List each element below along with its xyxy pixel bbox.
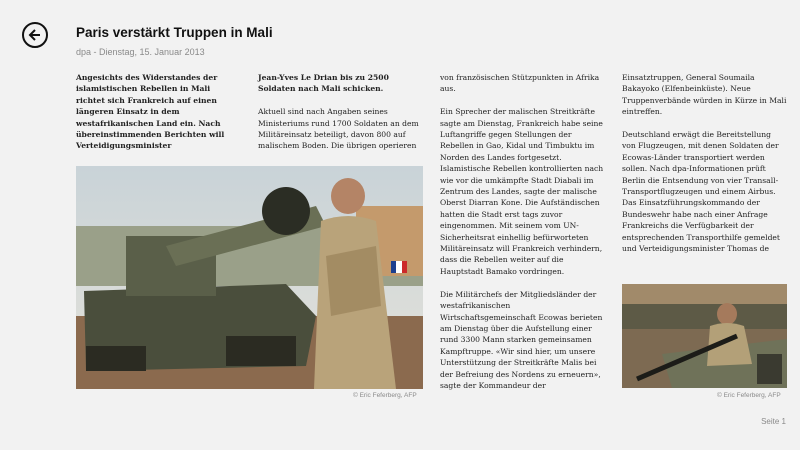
article-column-3: [440, 72, 605, 403]
article-photo-machine-gun[interactable]: [622, 284, 787, 388]
lead-paragraph: Angesichts des Widerstandes der islamistischen Rebellen in Mali richtet sich Frankreich auf einen längeren Einsatz in dem westafrikanischen Land ein. Nach übereinstimmenden Berichten will Verteidigungsminister: [76, 73, 225, 151]
article-column-1: [76, 72, 241, 163]
article-title: Paris verstärkt Truppen in Mali: [76, 25, 273, 40]
article-column-4: [622, 72, 787, 266]
article-meta: dpa - Dienstag, 15. Januar 2013: [76, 47, 205, 57]
photo-credit: © Eric Feferberg, AFP: [353, 392, 417, 399]
lead-paragraph-continued: Jean-Yves Le Drian bis zu 2500 Soldaten nach Mali schicken.: [258, 73, 389, 94]
article-column-2: [258, 72, 423, 163]
body-paragraph: Aktuell sind nach Angaben seines Ministeriums rund 1700 Soldaten an dem Militäreinsatz beteiligt, davon 800 auf malischem Boden. Die übrigen operieren: [258, 107, 419, 151]
back-button[interactable]: [22, 22, 48, 48]
article-photo-soldier[interactable]: [76, 166, 423, 389]
body-paragraph: Die Militärchefs der Mitgliedsländer der westafrikanischen Wirtschaftsgemeinschaft Ecowas berieten am Dienstag über die Aufstellung einer rund 3300 Mann starken gemeinsamen Kampftruppe. «Wir sind hier, um unsere Unterstützung der Streitkräfte Malis bei der Befreiung des Nordens zu erneuern», sagte der Kommandeur der: [440, 289, 603, 390]
body-paragraph: Einsatztruppen, General Soumaila Bakayoko (Elfenbeinküste). Neue Truppenverbände würden in Kürze in Mali eintreffen.: [622, 73, 787, 117]
page-number: Seite 1: [761, 417, 786, 426]
photo-credit: © Eric Feferberg, AFP: [717, 392, 781, 399]
back-arrow-icon: [27, 27, 43, 43]
body-paragraph: Ein Sprecher der malischen Streitkräfte sagte am Dienstag, Frankreich habe seine Luftangriffe gegen Stellungen der Rebellen in Gao, Kidal und Timbuktu im Norden des Landes fortgesetzt. Islamistische Rebellen kontrollierten nach wie vor die umkämpfte Stadt Diabali im Zentrum des Landes, sagte der malische Oberst Diarran Kone. Die Aufständischen hatten die Stadt erst tags zuvor eingenommen. Mit seinem vom UN-Sicherheitsrat einhellig befürworteten Militäreinsatz will Frankreich verhindern, dass die Rebellen weiter auf die Hauptstadt Bamako vordringen.: [440, 107, 604, 276]
body-paragraph: Deutschland erwägt die Bereitstellung von Flugzeugen, mit denen Soldaten der Ecowas-Länder transportiert werden sollen. Nach dpa-Informationen prüft Berlin die Entsendung von vier Transall-Transportflugzeugen und einem Airbus. Das Einsatzführungskommando der Bundeswehr habe nach einer Anfrage Frankreichs die Verfügbarkeit der entsprechenden Transporthilfe gemeldet und Verteidigungsminister Thomas de: [622, 130, 780, 254]
body-paragraph: von französischen Stützpunkten in Afrika aus.: [440, 73, 600, 94]
